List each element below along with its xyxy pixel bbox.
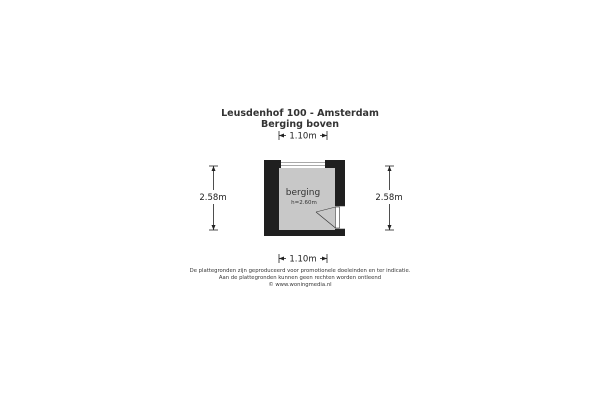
disclaimer-line-1: De plattegronden zijn geproduceerd voor promotionele doeleinden en ter indicatie. xyxy=(189,268,411,274)
disclaimer-line-3: © www.woningmedia.nl xyxy=(268,282,332,288)
left-height-dimension xyxy=(199,166,226,230)
room-name-label: berging xyxy=(285,188,321,198)
window-opening xyxy=(281,160,325,168)
right-dim-arrow-bottom xyxy=(388,225,392,230)
address-title: Leusdenhof 100 - Amsterdam xyxy=(221,108,379,119)
left-height-label: 2.58m xyxy=(199,193,227,203)
disclaimer-line-2: Aan de plattegronden kunnen geen rechten worden ontleend xyxy=(218,275,382,281)
bottom-dim-arrow-right xyxy=(322,257,327,261)
door-leaf xyxy=(336,207,340,228)
top-width-dimension xyxy=(279,131,327,142)
bottom-dim-arrow-left xyxy=(279,257,284,261)
room-ceiling-height-label: h=2.60m xyxy=(291,200,317,206)
top-dim-arrow-left xyxy=(279,134,284,138)
right-height-dimension xyxy=(375,166,402,230)
bottom-width-label: 1.10m xyxy=(289,254,317,265)
left-dim-arrow-top xyxy=(212,166,216,171)
top-dim-arrow-right xyxy=(322,134,327,138)
right-height-label: 2.58m xyxy=(375,193,403,203)
right-dim-arrow-top xyxy=(388,166,392,171)
left-dim-arrow-bottom xyxy=(212,225,216,230)
bottom-width-dimension xyxy=(279,254,327,265)
top-width-label: 1.10m xyxy=(289,131,317,142)
storage-room xyxy=(264,160,345,236)
floor-title: Berging boven xyxy=(260,119,340,130)
disclaimer-block xyxy=(0,268,600,289)
